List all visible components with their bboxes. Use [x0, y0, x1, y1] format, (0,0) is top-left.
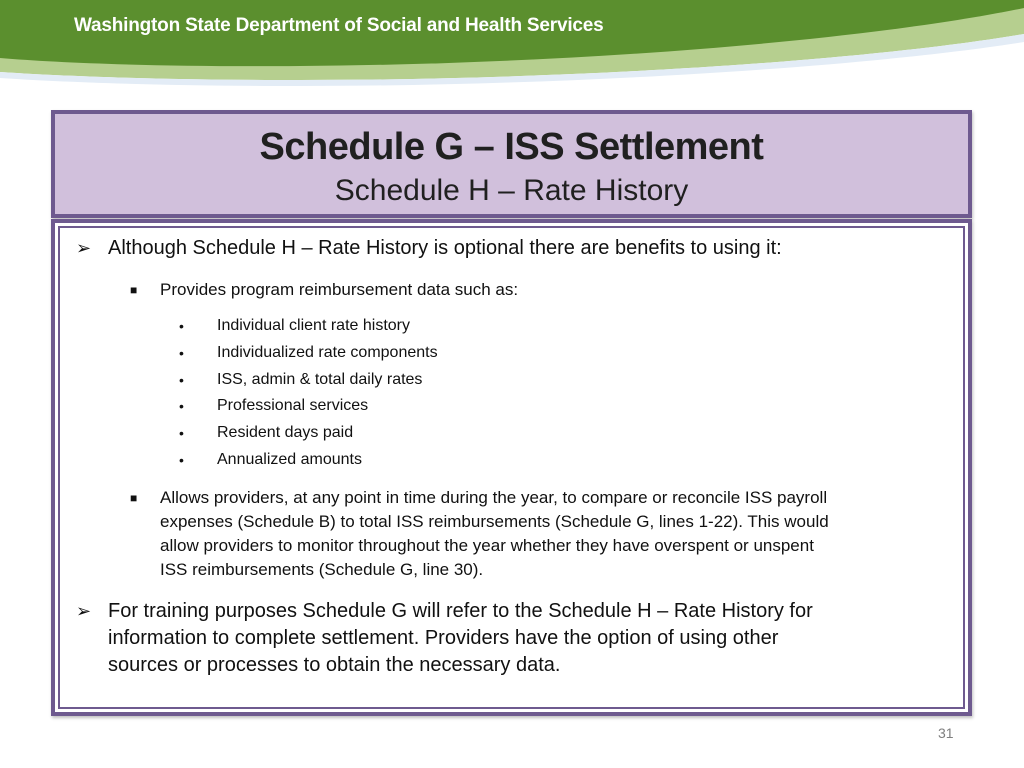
- slide-title: Schedule G – ISS Settlement: [259, 126, 764, 168]
- list-item: [179, 395, 369, 417]
- dot-bullet-icon: •: [179, 398, 184, 414]
- organization-name: Washington State Department of Social and Health Services: [74, 15, 604, 36]
- square-bullet-icon: ■: [130, 491, 138, 505]
- dot-bullet-icon: •: [179, 425, 184, 441]
- list-item: [179, 422, 354, 444]
- page-number: 31: [938, 725, 954, 741]
- list-item-text: Annualized amounts: [217, 451, 362, 468]
- sub-bullet-1-text: Provides program reimbursement data such as:: [160, 280, 519, 299]
- list-item: [179, 369, 423, 391]
- arrow-bullet-icon: ➢: [76, 601, 92, 621]
- dot-bullet-icon: •: [179, 318, 184, 334]
- arrow-bullet-icon: ➢: [76, 238, 92, 258]
- slide-subtitle: Schedule H – Rate History: [334, 174, 689, 207]
- dot-bullet-icon: •: [179, 345, 184, 361]
- dot-bullet-icon: •: [179, 452, 184, 468]
- sub-bullet-2-line: expenses (Schedule B) to total ISS reimbursements (Schedule G, lines 1-22). This would: [160, 512, 829, 531]
- sub-bullet-1: [130, 278, 519, 302]
- list-item: [179, 342, 438, 364]
- bullet-2-line: For training purposes Schedule G will refer to the Schedule H – Rate History for: [108, 600, 813, 622]
- header-banner: [0, 0, 1024, 90]
- list-item-text: Professional services: [217, 397, 369, 414]
- list-item-text: Individualized rate components: [217, 344, 438, 361]
- list-item-text: Resident days paid: [217, 424, 354, 441]
- bullet-2-line: information to complete settlement. Providers have the option of using other: [108, 627, 779, 649]
- list-item-text: Individual client rate history: [217, 317, 410, 334]
- bullet-2-line: sources or processes to obtain the necessary data.: [108, 654, 561, 676]
- sub-bullet-2: [130, 486, 829, 582]
- list-item: [179, 315, 410, 337]
- list-item-text: ISS, admin & total daily rates: [217, 371, 423, 388]
- bullet-1-text: Although Schedule H – Rate History is optional there are benefits to using it:: [108, 237, 782, 259]
- square-bullet-icon: ■: [130, 283, 138, 297]
- sub-bullet-2-line: ISS reimbursements (Schedule G, line 30).: [160, 560, 484, 579]
- sub-bullet-2-line: allow providers to monitor throughout the year whether they have overspent or unspent: [160, 536, 814, 555]
- title-box: [51, 110, 972, 218]
- sub-bullet-2-line: Allows providers, at any point in time during the year, to compare or reconcile ISS payroll: [160, 488, 828, 507]
- dot-bullet-icon: •: [179, 372, 184, 388]
- bullet-1: [76, 235, 782, 262]
- bullet-2: [76, 598, 813, 679]
- list-item: [179, 449, 362, 471]
